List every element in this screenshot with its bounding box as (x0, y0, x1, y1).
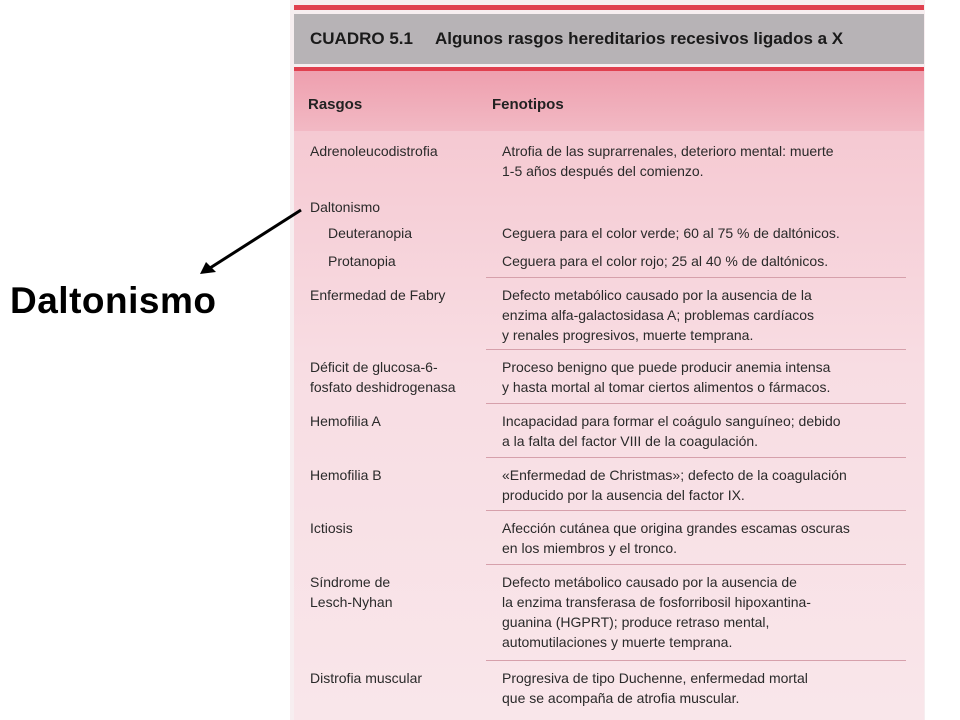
trait-line: Hemofilia B (310, 467, 382, 483)
trait-line: Hemofilia A (310, 413, 381, 429)
trait-cell (310, 141, 495, 161)
phenotype-line: «Enfermedad de Christmas»; defecto de la coagulación (502, 467, 847, 483)
row-divider (486, 510, 906, 511)
trait-cell (310, 518, 495, 538)
phenotype-line: Proceso benigno que puede producir anemia intensa (502, 359, 831, 375)
phenotype-cell (502, 411, 912, 451)
phenotype-line: y renales progresivos, muerte temprana. (502, 327, 754, 343)
phenotype-line: Afección cutánea que origina grandes escamas oscuras (502, 520, 850, 536)
top-divider (294, 5, 924, 10)
trait-cell (310, 285, 495, 305)
trait-cell (310, 411, 495, 431)
phenotype-line: la enzima transferasa de fosforribosil hipoxantina- (502, 594, 811, 610)
trait-cell (310, 572, 495, 612)
phenotype-line: Ceguera para el color verde; 60 al 75 % de daltónicos. (502, 225, 840, 241)
phenotype-line: Progresiva de tipo Duchenne, enfermedad mortal (502, 670, 808, 686)
trait-line: Ictiosis (310, 520, 353, 536)
trait-cell (310, 223, 513, 243)
trait-line: Deuteranopia (328, 225, 413, 241)
phenotype-line: a la falta del factor VIII de la coagulación. (502, 433, 759, 449)
trait-cell (310, 465, 495, 485)
phenotype-cell (502, 668, 912, 708)
phenotype-cell (502, 572, 912, 652)
phenotype-cell (502, 141, 912, 181)
column-header-phenotypes: Fenotipos (492, 96, 564, 113)
row-divider (486, 660, 906, 661)
trait-cell (310, 197, 495, 217)
row-divider (486, 349, 906, 350)
phenotype-line: producido por la ausencia del factor IX. (502, 487, 745, 503)
trait-cell (310, 357, 495, 397)
header-band (294, 71, 924, 131)
scanned-table-page (290, 0, 925, 720)
phenotype-line: Atrofia de las suprarrenales, deterioro mental: muerte (502, 143, 834, 159)
phenotype-line: Defecto metabólico causado por la ausencia de la (502, 287, 812, 303)
phenotype-line: Incapacidad para formar el coágulo sanguíneo; debido (502, 413, 841, 429)
trait-line: Síndrome de (310, 574, 391, 590)
phenotype-cell (502, 357, 912, 397)
table-title-bar (294, 14, 924, 64)
phenotype-cell (502, 223, 912, 243)
trait-line: Protanopia (328, 253, 396, 269)
phenotype-line: y hasta mortal al tomar ciertos alimentos o fármacos. (502, 379, 831, 395)
table-number: CUADRO 5.1 (310, 29, 413, 48)
row-divider (486, 403, 906, 404)
phenotype-line: Ceguera para el color rojo; 25 al 40 % de daltónicos. (502, 253, 829, 269)
phenotype-cell (502, 465, 912, 505)
trait-cell (310, 251, 513, 271)
phenotype-cell (502, 285, 912, 345)
row-divider (486, 277, 906, 278)
phenotype-cell (502, 251, 912, 271)
phenotype-line: automutilaciones y muerte temprana. (502, 634, 733, 650)
phenotype-cell (502, 518, 912, 558)
trait-line: Distrofia muscular (310, 670, 423, 686)
trait-line: Déficit de glucosa-6- (310, 359, 438, 375)
trait-cell (310, 668, 495, 688)
table-title: Algunos rasgos hereditarios recesivos ligados a X (435, 29, 844, 48)
trait-line: fosfato deshidrogenasa (310, 379, 456, 395)
phenotype-line: Defecto metábolico causado por la ausencia de (502, 574, 797, 590)
trait-line: Enfermedad de Fabry (310, 287, 446, 303)
phenotype-line: guanina (HGPRT); produce retraso mental, (502, 614, 770, 630)
side-label: Daltonismo (10, 280, 217, 321)
phenotype-line: en los miembros y el tronco. (502, 540, 678, 556)
phenotype-line: enzima alfa-galactosidasa A; problemas cardíacos (502, 307, 815, 323)
trait-line: Daltonismo (310, 199, 381, 215)
column-header-traits: Rasgos (308, 96, 363, 113)
row-divider (486, 564, 906, 565)
phenotype-line: que se acompaña de atrofia muscular. (502, 690, 740, 706)
trait-line: Adrenoleucodistrofia (310, 143, 438, 159)
trait-line: Lesch-Nyhan (310, 594, 393, 610)
phenotype-line: 1-5 años después del comienzo. (502, 163, 704, 179)
row-divider (486, 457, 906, 458)
